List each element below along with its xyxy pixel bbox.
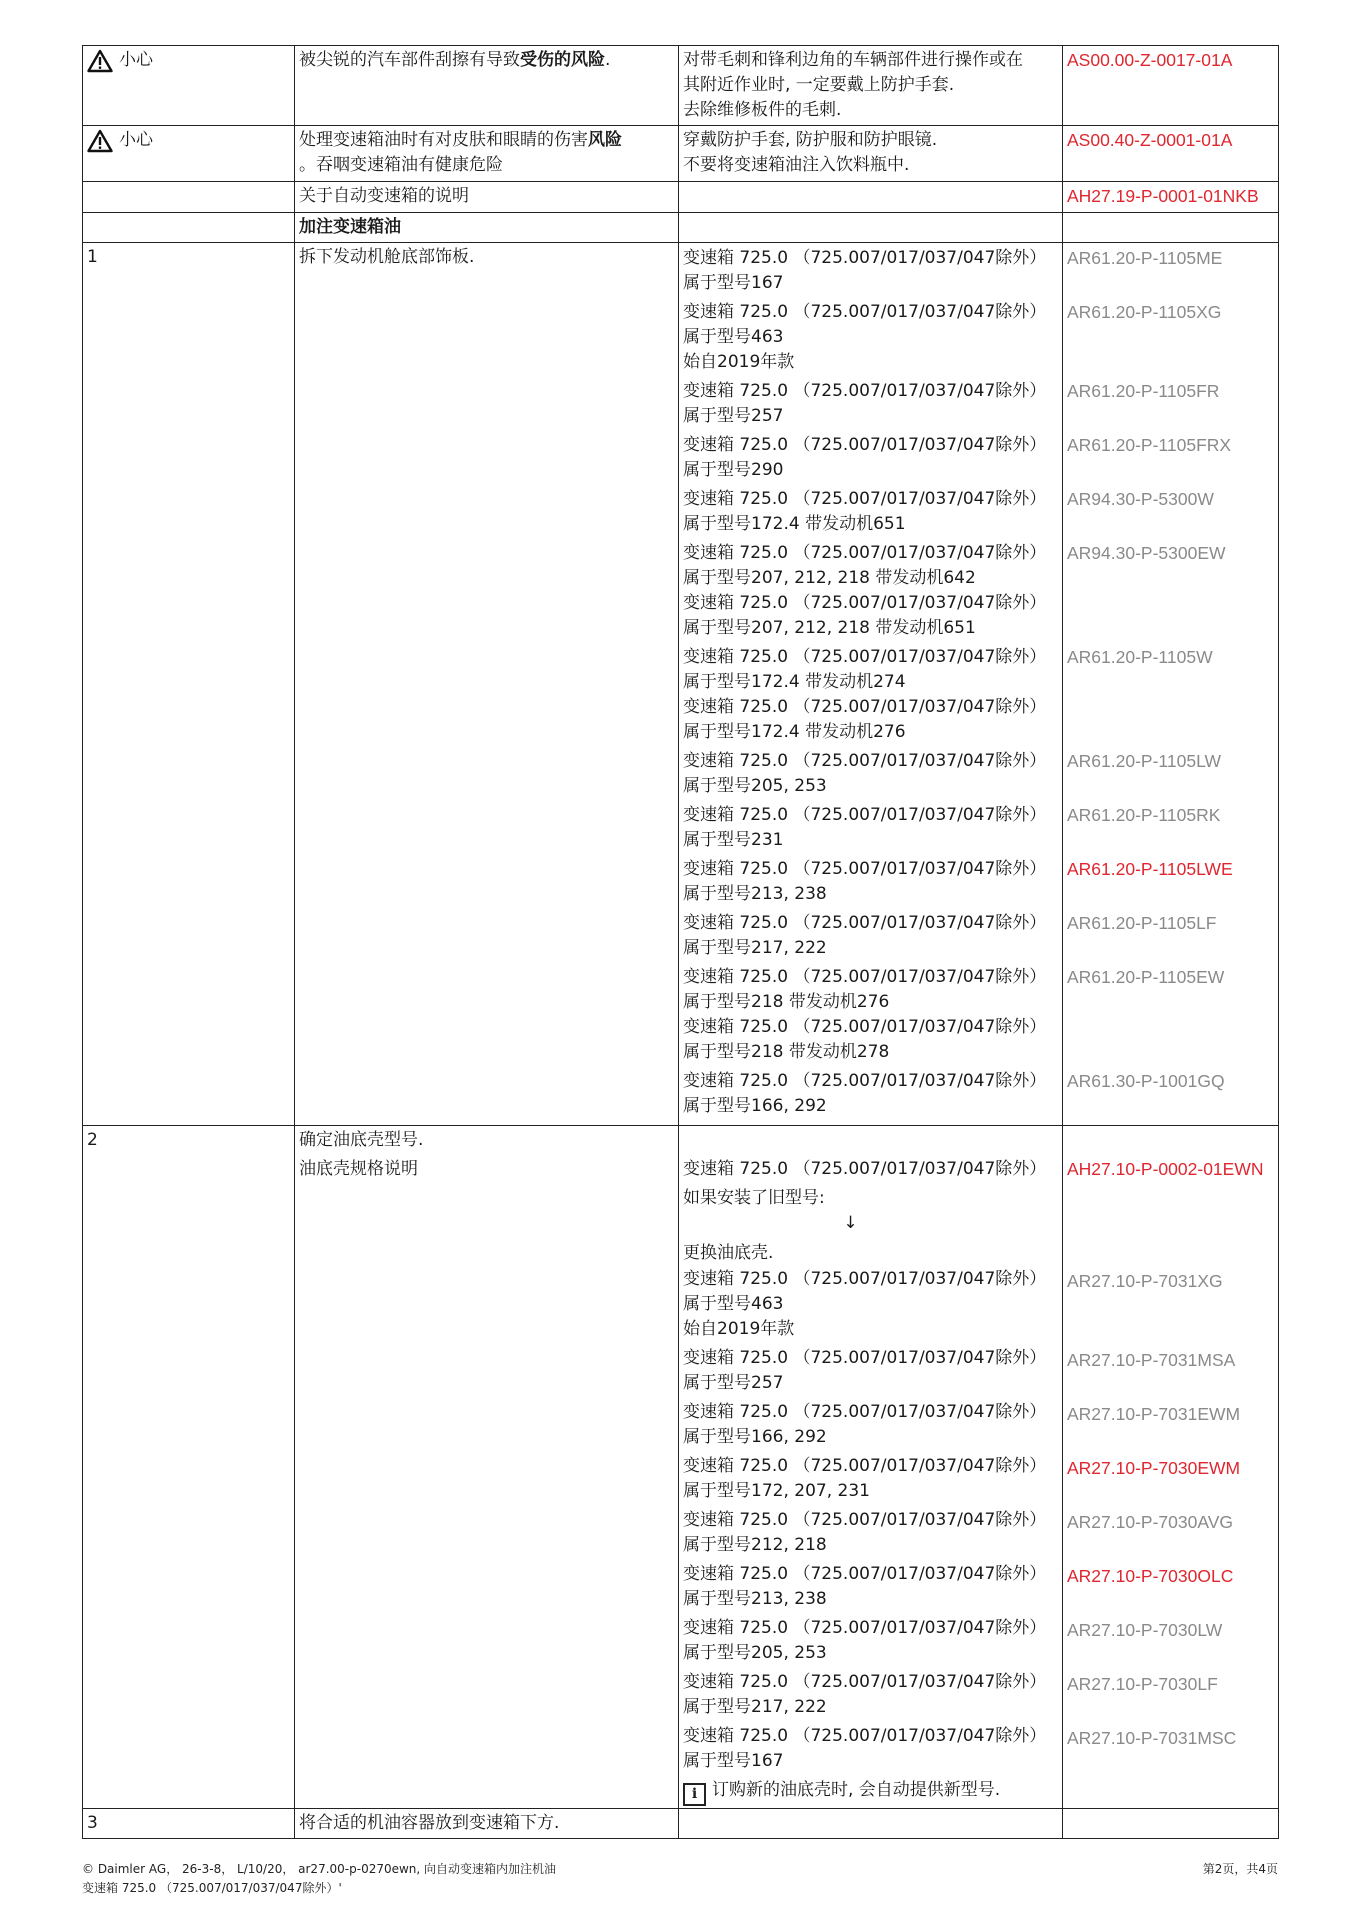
note-text: 关于自动变速箱的说明 <box>295 182 679 213</box>
model-entry-line: 属于型号166, 292 <box>683 1096 827 1116</box>
model-entry-line: 变速箱 725.0 （725.007/017/037/047除外） <box>683 647 1047 667</box>
model-entry <box>683 1454 1058 1504</box>
model-entry <box>683 1400 1058 1450</box>
model-entry-line: 属于型号172.4 带发动机274 <box>683 672 906 692</box>
model-entry-line: 属于型号217, 222 <box>683 1697 827 1717</box>
warning-row <box>83 46 1279 126</box>
measure-line: 其附近作业时, 一定要戴上防护手套. <box>683 75 955 95</box>
section-title: 加注变速箱油 <box>295 213 679 243</box>
reference-link[interactable]: AR61.20-P-1105LF <box>1067 913 1217 933</box>
reference-link[interactable]: AR27.10-P-7031EWM <box>1067 1404 1241 1424</box>
warning-text: 处理变速箱油时有对皮肤和眼睛的伤害 <box>299 130 588 150</box>
reference-link[interactable]: AR61.20-P-1105ME <box>1067 248 1223 268</box>
down-arrow-icon: ↓ <box>843 1213 858 1233</box>
model-entry <box>683 645 1058 745</box>
reference-link[interactable]: AR27.10-P-7030LF <box>1067 1674 1218 1694</box>
step-refs-cell <box>1063 1126 1279 1809</box>
model-entry <box>683 1616 1058 1666</box>
reference-link[interactable]: AS00.00-Z-0017-01A <box>1067 50 1233 70</box>
model-entry <box>683 1724 1058 1774</box>
model-entry-line: 属于型号463 <box>683 327 784 347</box>
warning-text-cell <box>295 126 679 182</box>
model-entry-line: 属于型号463 <box>683 1294 784 1314</box>
model-entry <box>683 1670 1058 1720</box>
warning-text-line2: 。吞咽变速箱油有健康危险 <box>299 155 503 175</box>
model-entry-line: 变速箱 725.0 （725.007/017/037/047除外） <box>683 248 1047 268</box>
model-entry <box>683 246 1058 296</box>
model-entry-line: 变速箱 725.0 （725.007/017/037/047除外） <box>683 913 1047 933</box>
model-entry <box>683 749 1058 799</box>
spec-line: 变速箱 725.0 （725.007/017/037/047除外） <box>683 1159 1047 1179</box>
reference-link[interactable]: AR61.20-P-1105LW <box>1067 751 1222 771</box>
step-number: 3 <box>83 1808 295 1838</box>
model-entry-line: 属于型号207, 212, 218 带发动机651 <box>683 618 976 638</box>
step-row <box>83 1126 1279 1809</box>
model-entry-line: 变速箱 725.0 （725.007/017/037/047除外） <box>683 1071 1047 1091</box>
page-number: 第2页，共4页 <box>1202 1862 1278 1876</box>
model-entry-line: 变速箱 725.0 （725.007/017/037/047除外） <box>683 1672 1047 1692</box>
model-entry <box>683 1069 1058 1119</box>
reference-link[interactable]: AR61.20-P-1105EW <box>1067 967 1225 987</box>
model-entry <box>683 965 1058 1065</box>
model-entry-line: 始自2019年款 <box>683 1319 795 1339</box>
reference-link[interactable]: AR27.10-P-7031MSC <box>1067 1728 1237 1748</box>
model-entry-line: 属于型号213, 238 <box>683 1589 827 1609</box>
model-entry-line: 属于型号167 <box>683 1751 784 1771</box>
reference-link[interactable]: AR27.10-P-7030AVG <box>1067 1512 1234 1532</box>
model-entry-line: 属于型号205, 253 <box>683 776 827 796</box>
reference-link[interactable]: AR61.20-P-1105FR <box>1067 381 1220 401</box>
reference-link[interactable]: AH27.10-P-0002-01EWN <box>1067 1159 1264 1179</box>
step-row <box>83 243 1279 1126</box>
warning-label-cell <box>83 46 295 126</box>
model-entry-line: 变速箱 725.0 （725.007/017/037/047除外） <box>683 435 1047 455</box>
model-entry-line: 属于型号217, 222 <box>683 938 827 958</box>
model-entry-line: 始自2019年款 <box>683 352 795 372</box>
model-entry-line: 变速箱 725.0 （725.007/017/037/047除外） <box>683 1564 1047 1584</box>
info-icon: i <box>683 1783 706 1806</box>
action-text: 更换油底壳. <box>683 1243 774 1263</box>
model-entry-line: 变速箱 725.0 （725.007/017/037/047除外） <box>683 751 1047 771</box>
step-subtext: 油底壳规格说明 <box>299 1159 418 1179</box>
model-entry-line: 变速箱 725.0 （725.007/017/037/047除外） <box>683 967 1047 987</box>
reference-link[interactable]: AS00.40-Z-0001-01A <box>1067 130 1233 150</box>
procedure-table <box>82 45 1279 1839</box>
model-entry-line: 变速箱 725.0 （725.007/017/037/047除外） <box>683 1269 1047 1289</box>
model-entry-line: 变速箱 725.0 （725.007/017/037/047除外） <box>683 805 1047 825</box>
reference-link[interactable]: AR61.20-P-1105FRX <box>1067 435 1232 455</box>
model-entry-line: 变速箱 725.0 （725.007/017/037/047除外） <box>683 1726 1047 1746</box>
reference-link[interactable]: AR94.30-P-5300EW <box>1067 543 1226 563</box>
note-row <box>83 182 1279 213</box>
warning-ref-cell <box>1063 46 1279 126</box>
reference-link[interactable]: AR61.30-P-1001GQ <box>1067 1071 1225 1091</box>
condition-text: 如果安装了旧型号: <box>683 1188 825 1208</box>
warning-label: 小心 <box>119 130 153 150</box>
reference-link[interactable]: AR61.20-P-1105XG <box>1067 302 1222 322</box>
measure-line: 去除维修板件的毛刺. <box>683 100 842 120</box>
warning-label: 小心 <box>119 50 153 70</box>
info-text: 订购新的油底壳时, 会自动提供新型号. <box>712 1780 1001 1800</box>
model-entry-line: 属于型号207, 212, 218 带发动机642 <box>683 568 976 588</box>
step-refs-cell <box>1063 243 1279 1126</box>
model-entry-line: 变速箱 725.0 （725.007/017/037/047除外） <box>683 1348 1047 1368</box>
model-entry <box>683 433 1058 483</box>
model-entry-line: 属于型号166, 292 <box>683 1427 827 1447</box>
model-entry <box>683 379 1058 429</box>
model-entry-line: 属于型号205, 253 <box>683 1643 827 1663</box>
model-entry-line: 属于型号167 <box>683 273 784 293</box>
model-entry-line: 变速箱 725.0 （725.007/017/037/047除外） <box>683 1017 1047 1037</box>
warning-row <box>83 126 1279 182</box>
model-entry-line: 变速箱 725.0 （725.007/017/037/047除外） <box>683 859 1047 879</box>
model-entry-line: 属于型号218 带发动机276 <box>683 992 890 1012</box>
model-entry <box>683 857 1058 907</box>
reference-link[interactable]: AR61.20-P-1105RK <box>1067 805 1221 825</box>
model-entry-line: 属于型号218 带发动机278 <box>683 1042 890 1062</box>
model-entry-line: 属于型号257 <box>683 1373 784 1393</box>
warning-text: 被尖锐的汽车部件刮擦有导致 <box>299 50 520 70</box>
step-entries-cell <box>679 243 1063 1126</box>
reference-link[interactable]: AR94.30-P-5300W <box>1067 489 1214 509</box>
model-entry-line: 变速箱 725.0 （725.007/017/037/047除外） <box>683 593 1047 613</box>
step-number: 1 <box>83 243 295 1126</box>
step-text: 拆下发动机舱底部饰板. <box>295 243 679 1126</box>
warning-triangle-icon <box>87 49 113 73</box>
footer-copyright: © Daimler AG， 26-3-8， L/10/20， ar27.00-p-0270ewn, 向自动变速箱内加注机油 <box>82 1862 557 1876</box>
reference-link[interactable]: AR61.20-P-1105LWE <box>1067 859 1233 879</box>
page-footer <box>82 1860 1278 1898</box>
reference-link[interactable]: AR61.20-P-1105W <box>1067 647 1213 667</box>
model-entry-line: 属于型号172.4 带发动机276 <box>683 722 906 742</box>
model-entry <box>683 487 1058 537</box>
info-note <box>683 1778 1058 1806</box>
reference-link[interactable]: AR27.10-P-7030OLC <box>1067 1566 1234 1586</box>
model-entry-line: 属于型号213, 238 <box>683 884 827 904</box>
model-entry-line: 变速箱 725.0 （725.007/017/037/047除外） <box>683 1402 1047 1422</box>
reference-link[interactable]: AR27.10-P-7030EWM <box>1067 1458 1241 1478</box>
warning-text-emphasis: 受伤的风险 <box>520 50 605 70</box>
step-text: 确定油底壳型号. <box>299 1130 424 1150</box>
step-entries-cell <box>679 1126 1063 1809</box>
reference-link[interactable]: AR27.10-P-7030LW <box>1067 1620 1223 1640</box>
measure-line: 对带毛刺和锋利边角的车辆部件进行操作或在 <box>683 50 1023 70</box>
model-entry-line: 变速箱 725.0 （725.007/017/037/047除外） <box>683 381 1047 401</box>
reference-link[interactable]: AR27.10-P-7031XG <box>1067 1271 1223 1291</box>
model-entry <box>683 1562 1058 1612</box>
model-entry-line: 变速箱 725.0 （725.007/017/037/047除外） <box>683 1456 1047 1476</box>
procedure-document <box>82 45 1278 1839</box>
model-entry-line: 变速箱 725.0 （725.007/017/037/047除外） <box>683 302 1047 322</box>
model-entry-line: 变速箱 725.0 （725.007/017/037/047除外） <box>683 489 1047 509</box>
model-entry <box>683 1508 1058 1558</box>
model-entry-line: 属于型号231 <box>683 830 784 850</box>
model-entry-line: 属于型号172.4 带发动机651 <box>683 514 906 534</box>
model-entry <box>683 1346 1058 1396</box>
section-title-row <box>83 213 1279 243</box>
reference-link[interactable]: AH27.19-P-0001-01NKB <box>1067 186 1259 206</box>
warning-label-cell <box>83 126 295 182</box>
reference-link[interactable]: AR27.10-P-7031MSA <box>1067 1350 1236 1370</box>
model-entry-line: 属于型号212, 218 <box>683 1535 827 1555</box>
model-entry-line: 变速箱 725.0 （725.007/017/037/047除外） <box>683 697 1047 717</box>
warning-triangle-icon <box>87 129 113 153</box>
model-entry <box>683 911 1058 961</box>
warning-measure-cell <box>679 46 1063 126</box>
model-entry <box>683 803 1058 853</box>
warning-text-cell <box>295 46 679 126</box>
model-entry-line: 属于型号290 <box>683 460 784 480</box>
model-entry-line: 变速箱 725.0 （725.007/017/037/047除外） <box>683 543 1047 563</box>
footer-subtitle: 变速箱 725.0 （725.007/017/037/047除外）' <box>82 1881 342 1895</box>
warning-text-emphasis: 风险 <box>588 130 622 150</box>
measure-line: 不要将变速箱油注入饮料瓶中. <box>683 155 910 175</box>
step-text: 将合适的机油容器放到变速箱下方. <box>295 1808 679 1838</box>
step-number: 2 <box>83 1126 295 1809</box>
warning-ref-cell <box>1063 126 1279 182</box>
model-entry-line: 属于型号172, 207, 231 <box>683 1481 870 1501</box>
model-entry <box>683 541 1058 641</box>
model-entry-line: 变速箱 725.0 （725.007/017/037/047除外） <box>683 1618 1047 1638</box>
model-entry <box>683 300 1058 375</box>
model-entry-line: 属于型号257 <box>683 406 784 426</box>
model-entry-line: 变速箱 725.0 （725.007/017/037/047除外） <box>683 1510 1047 1530</box>
step-text-cell <box>295 1126 679 1809</box>
step-row <box>83 1808 1279 1838</box>
warning-measure-cell <box>679 126 1063 182</box>
warning-text-end: . <box>605 50 611 70</box>
measure-line: 穿戴防护手套, 防护服和防护眼镜. <box>683 130 938 150</box>
model-entry <box>683 1267 1058 1342</box>
